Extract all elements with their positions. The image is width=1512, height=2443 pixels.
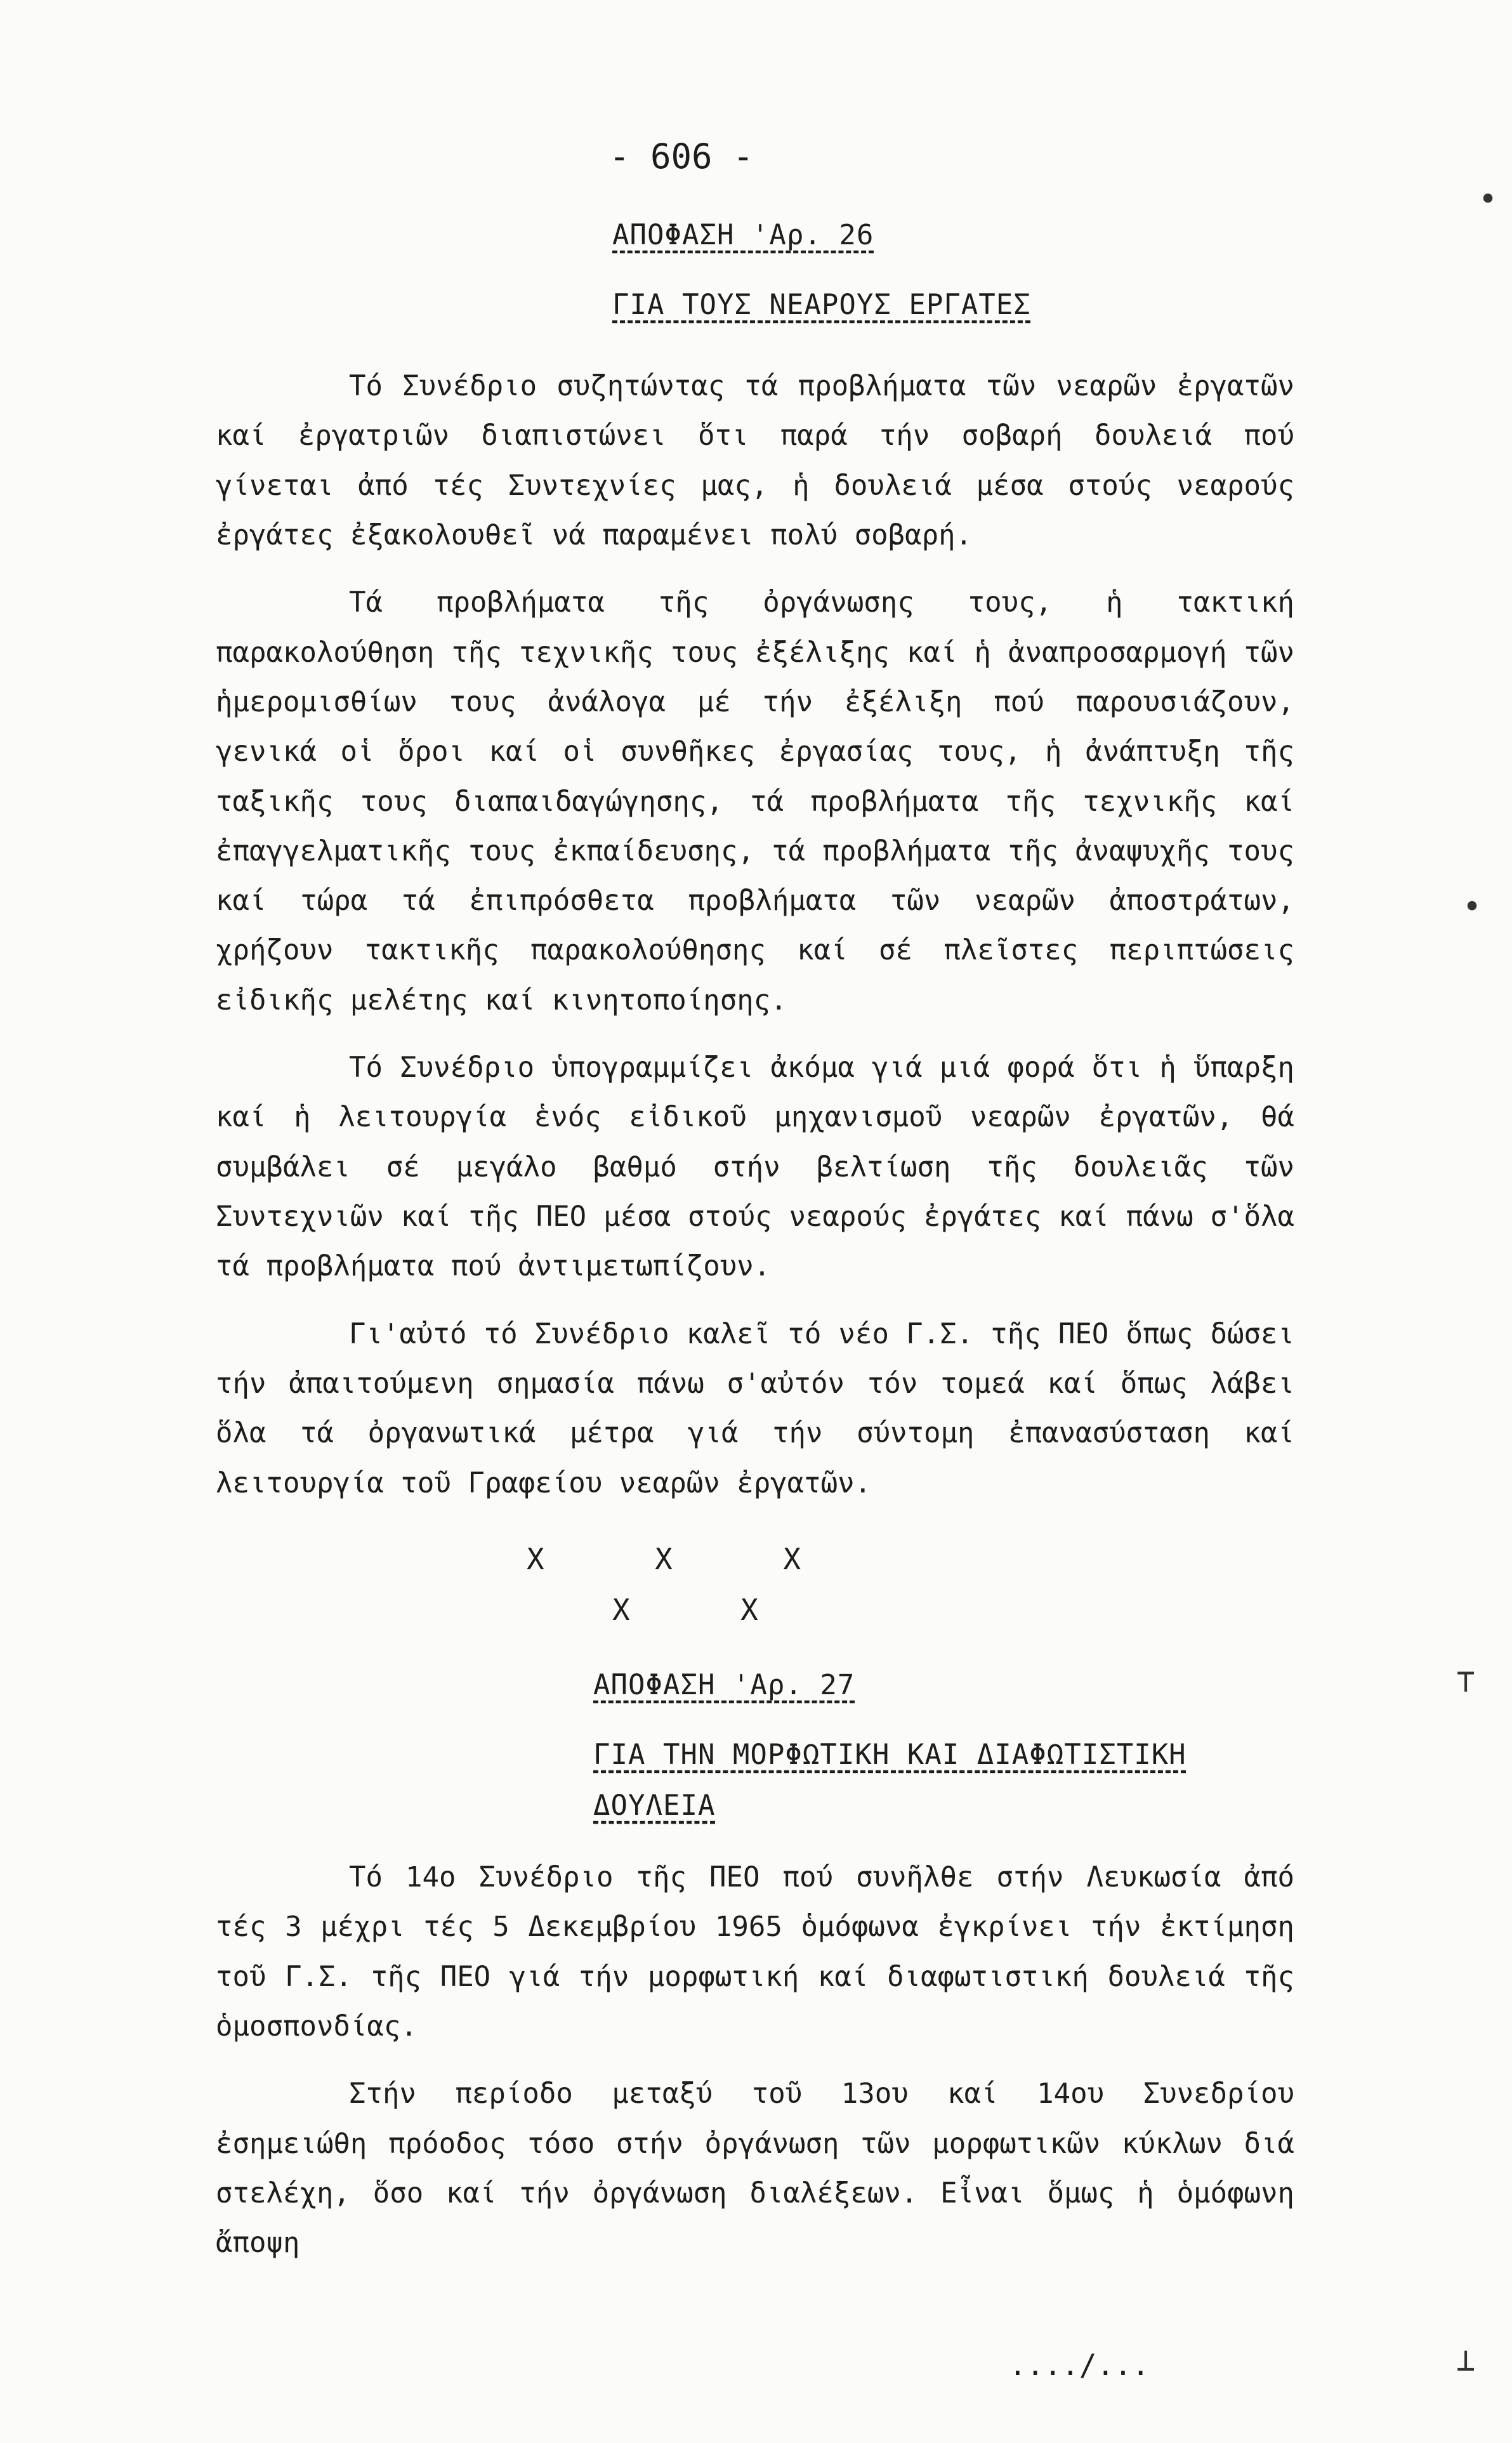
separator-row-1: X X X: [527, 1542, 805, 1576]
separator-row-2: X X: [612, 1593, 762, 1627]
paragraph: Στήν περίοδο μεταξύ τοῦ 13ου καί 14ου Συνεδρίου ἐσημειώθη πρόοδος τόσο στήν ὀργάνωση τῶν μορφωτικῶν κύκλων διά στελέχη, ὅσο καί τήν ὀργάνωση διαλέξεων. Εἶναι ὅμως ἡ ὁμόφωνη ἄποψη: [216, 2078, 1294, 2260]
paragraph: Τά προβλήματα τῆς ὀργάνωσης τους, ἡ τακτική παρακολούθηση τῆς τεχνικῆς τους ἐξέλιξης καί ἡ ἀναπροσαρμογή τῶν ἡμερομισθίων τους ἀνάλογα μέ τήν ἐξέλιξη πού παρουσιάζουν, γενικά οἱ ὅροι καί οἱ συνθῆκες ἐργασίας τους, ἡ ἀνάπτυξη τῆς ταξικῆς τους διαπαιδαγώγησης, τά προβλήματα τῆς τεχνικῆς καί ἐπαγγελματικῆς τους ἐκπαίδευσης, τά προβλήματα τῆς ἀναψυχῆς τους καί τώρα τά ἐπιπρόσθετα προβλήματα τῶν νεαρῶν ἀποστράτων, χρήζουν τακτικῆς παρακολούθησης καί σέ πλεῖστες περιπτώσεις εἰδικῆς μελέτης καί κινητοποίησης.: [216, 586, 1294, 1017]
decision-26-body: [216, 362, 1294, 1508]
decision-27-heading: ΑΠΟΦΑΣΗ 'Αρ. 27: [593, 1669, 855, 1701]
paragraph: Τό 14ο Συνέδριο τῆς ΠΕΟ πού συνῆλθε στήν Λευκωσία ἀπό τές 3 μέχρι τές 5 Δεκεμβρίου 1965 ὁμόφωνα ἐγκρίνει τήν ἐκτίμηση τοῦ Γ.Σ. τῆς ΠΕΟ γιά τήν μορφωτική καί διαφωτιστική δουλειά τῆς ὁμοσπονδίας.: [216, 1861, 1294, 2043]
scan-mark-icon: •: [1478, 181, 1498, 218]
decision-27-body: [216, 1853, 1294, 2268]
paragraph: Τό Συνέδριο ὑπογραμμίζει ἀκόμα γιά μιά φορά ὅτι ἡ ὕπαρξη καί ἡ λειτουργία ἑνός εἰδικοῦ μηχανισμοῦ νεαρῶν ἐργατῶν, θά συμβάλει σέ μεγάλο βαθμό στήν βελτίωση τῆς δουλειᾶς τῶν Συντεχνιῶν καί τῆς ΠΕΟ μέσα στούς νεαρούς ἐργάτες καί πάνω σ'ὅλα τά προβλήματα πού ἀντιμετωπίζουν.: [216, 1051, 1294, 1283]
paragraph: Τό Συνέδριο συζητώντας τά προβλήματα τῶν νεαρῶν ἐργατῶν καί ἐργατριῶν διαπιστώνει ὅτι παρά τήν σοβαρή δουλειά πού γίνεται ἀπό τές Συντεχνίες μας, ἡ δουλειά μέσα στούς νεαρούς ἐργάτες ἐξακολουθεῖ νά παραμένει πολύ σοβαρή.: [216, 370, 1294, 551]
decision-26-title: ΓΙΑ ΤΟΥΣ ΝΕΑΡΟΥΣ ΕΡΓΑΤΕΣ: [612, 289, 1031, 321]
scan-mark-icon: ⊥: [1456, 2341, 1476, 2378]
decision-26-heading: ΑΠΟΦΑΣΗ 'Αρ. 26: [612, 219, 874, 251]
scan-mark-icon: •: [1463, 888, 1482, 925]
continuation-mark: ..../...: [1009, 2348, 1150, 2382]
scan-mark-icon: ⊤: [1456, 1663, 1476, 1699]
decision-27-title-line-2: ΔΟΥΛΕΙΑ: [593, 1789, 716, 1822]
page-number: - 606 -: [609, 136, 754, 176]
paragraph: Γι'αὐτό τό Συνέδριο καλεῖ τό νέο Γ.Σ. τῆς ΠΕΟ ὅπως δώσει τήν ἀπαιτούμενη σημασία πάνω σ'αὐτόν τόν τομεά καί ὅπως λάβει ὅλα τά ὀργανωτικά μέτρα γιά τήν σύντομη ἐπανασύσταση καί λειτουργία τοῦ Γραφείου νεαρῶν ἐργατῶν.: [216, 1317, 1294, 1499]
decision-27-title-line-1: ΓΙΑ ΤΗΝ ΜΟΡΦΩΤΙΚΗ ΚΑΙ ΔΙΑΦΩΤΙΣΤΙΚΗ: [593, 1739, 1187, 1771]
